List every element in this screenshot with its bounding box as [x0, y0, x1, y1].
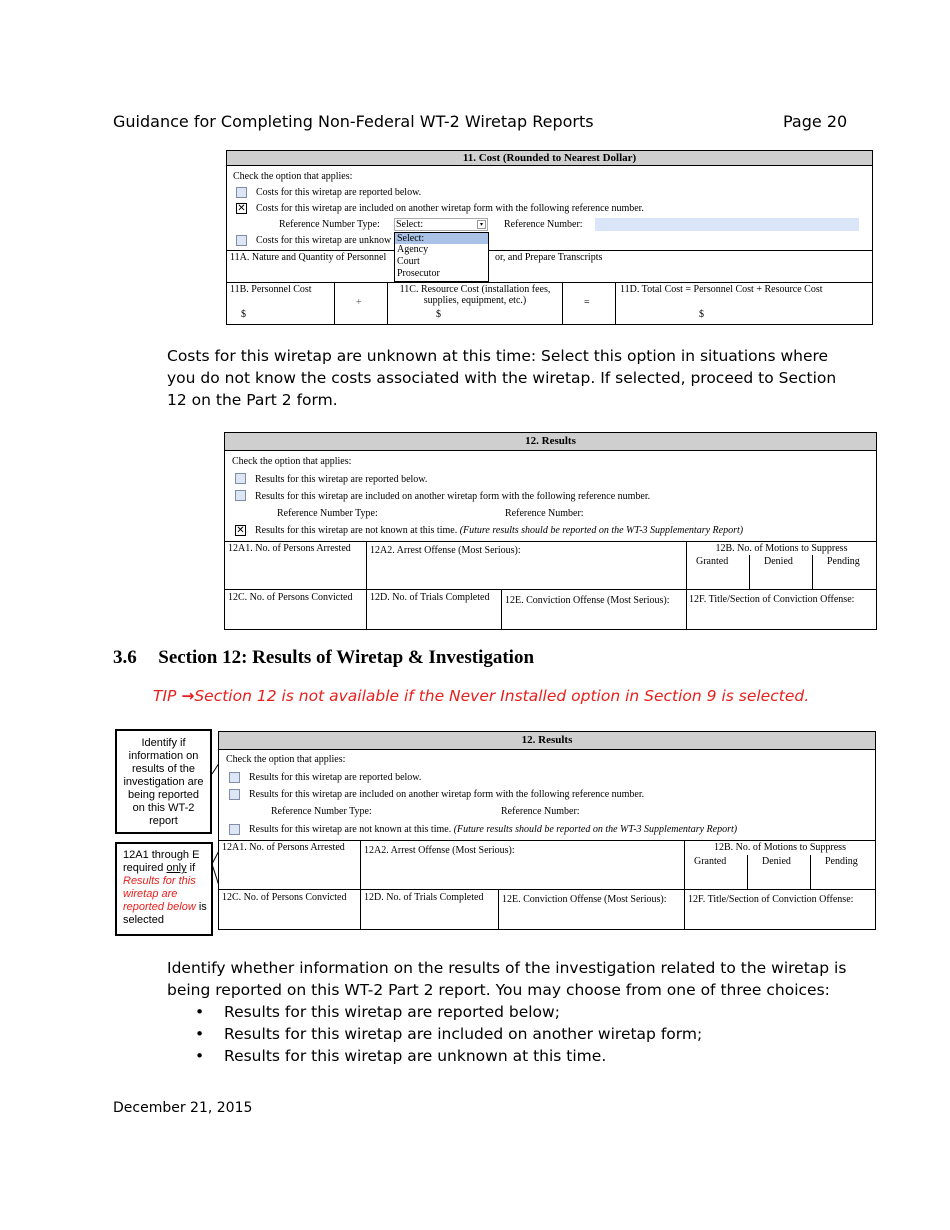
results-other-form-checkbox[interactable]	[235, 490, 246, 501]
results-other-form-label: Results for this wiretap are included on another wiretap form with the following reference number.	[249, 789, 645, 800]
chevron-down-icon[interactable]: ▾	[477, 220, 486, 229]
arrow-right-icon: →	[181, 687, 195, 705]
field-12e-label: 12E. Conviction Offense (Most Serious):	[502, 894, 667, 905]
bullet-icon: •	[195, 1025, 205, 1043]
cost-ref-type-label: Reference Number Type:	[279, 219, 380, 230]
results-other-form-label: Results for this wiretap are included on another wiretap form with the following reference number.	[255, 491, 651, 502]
field-12d-label: 12D. No. of Trials Completed	[370, 592, 490, 603]
results-check-label: Check the option that applies:	[232, 456, 352, 467]
bullet-icon: •	[195, 1047, 205, 1065]
granted-label: Granted	[696, 556, 729, 567]
results-reported-label: Results for this wiretap are reported below.	[249, 772, 422, 783]
note-red-text: Results for this wiretap are reported below	[123, 875, 196, 913]
list-item	[195, 1001, 702, 1023]
results-reported-checkbox[interactable]	[235, 473, 246, 484]
section-title: Section 12: Results of Wiretap & Investigation	[158, 647, 535, 668]
divider	[615, 282, 616, 325]
cost-reported-label: Costs for this wiretap are reported below.	[256, 187, 422, 198]
bullet-text: Results for this wiretap are unknown at this time.	[224, 1047, 607, 1065]
document-header-title: Guidance for Completing Non-Federal WT-2 Wiretap Reports	[113, 112, 594, 131]
divider	[749, 555, 750, 589]
results-unknown-note: (Future results should be reported on the WT-3 Supplementary Report)	[453, 824, 738, 835]
results-unknown-checkbox[interactable]: ✕	[236, 525, 245, 536]
divider	[812, 555, 813, 589]
results-unknown-label: Results for this wiretap are not known at this time.	[255, 525, 458, 536]
divider	[387, 282, 388, 325]
dropdown-option-prosecutor[interactable]: Prosecutor	[397, 268, 440, 279]
pending-label: Pending	[827, 556, 860, 567]
note-if-text: if	[186, 862, 196, 874]
divider	[498, 889, 499, 930]
results-form-example-2	[218, 731, 876, 930]
cost-form-title: 11. Cost (Rounded to Nearest Dollar)	[227, 151, 872, 166]
section-number: 3.6	[113, 647, 137, 668]
tip-label: TIP	[153, 687, 177, 705]
list-item	[195, 1045, 702, 1067]
ref-type-dropdown-list[interactable]	[394, 232, 489, 282]
divider	[366, 541, 367, 630]
field-11b-label: 11B. Personnel Cost	[230, 284, 312, 295]
results-ref-number-label: Reference Number:	[505, 508, 584, 519]
denied-label: Denied	[764, 556, 793, 567]
resource-cost-dollar: $	[436, 309, 441, 320]
page-number: Page 20	[783, 112, 848, 131]
cost-ref-number-input[interactable]	[595, 218, 859, 231]
cost-other-form-label: Costs for this wiretap are included on another wiretap form with the following reference number.	[256, 203, 644, 214]
divider	[810, 855, 811, 889]
cost-form-section-11	[226, 150, 873, 325]
cost-other-form-checkbox[interactable]: ✕	[237, 203, 246, 214]
divider	[747, 855, 748, 889]
results-ref-number-label: Reference Number:	[501, 806, 580, 817]
field-12e-label: 12E. Conviction Offense (Most Serious):	[505, 595, 670, 606]
footer-date: December 21, 2015	[113, 1100, 253, 1116]
results-explanation: Identify whether information on the results of the investigation related to the wiretap is being reported on this WT-2 Part 2 report. You may choose from one of three choices:	[167, 959, 847, 999]
divider	[686, 541, 687, 630]
cost-check-label: Check the option that applies:	[233, 171, 353, 182]
dropdown-option-agency[interactable]: Agency	[397, 244, 429, 255]
results-unknown-note: (Future results should be reported on the WT-3 Supplementary Report)	[459, 525, 744, 536]
field-12b-label: 12B. No. of Motions to Suppress	[715, 543, 848, 554]
note-only-text: only	[166, 862, 187, 874]
cost-unknown-label: Costs for this wiretap are unknow	[256, 235, 392, 246]
results-reported-checkbox[interactable]	[229, 772, 240, 783]
dropdown-option-select[interactable]: Select:	[395, 233, 488, 244]
divider	[227, 282, 872, 283]
field-12c-label: 12C. No. of Persons Convicted	[222, 892, 347, 903]
bullet-icon: •	[195, 1003, 205, 1021]
note-selected-text: is selected	[123, 901, 207, 926]
field-11a-label-end: or, and Prepare Transcripts	[495, 252, 603, 263]
divider	[225, 541, 876, 542]
results-other-form-checkbox[interactable]	[229, 789, 240, 800]
bullet-text: Results for this wiretap are included on another wiretap form;	[224, 1025, 703, 1043]
divider	[684, 840, 685, 930]
cost-unknown-checkbox[interactable]	[236, 235, 247, 246]
results-reported-label: Results for this wiretap are reported below.	[255, 474, 428, 485]
granted-label: Granted	[694, 856, 727, 867]
field-11d-label: 11D. Total Cost = Personnel Cost + Resource Cost	[620, 284, 823, 295]
field-12f-label: 12F. Title/Section of Conviction Offense:	[688, 894, 854, 905]
divider	[334, 282, 335, 325]
results-unknown-row	[255, 525, 743, 536]
divider	[360, 840, 361, 930]
cost-reported-checkbox[interactable]	[236, 187, 247, 198]
field-12c-label: 12C. No. of Persons Convicted	[228, 592, 353, 603]
total-cost-dollar: $	[699, 309, 704, 320]
field-12a1-label: 12A1. No. of Persons Arrested	[222, 842, 345, 853]
callout-note-required	[115, 842, 213, 936]
field-12b-label: 12B. No. of Motions to Suppress	[714, 842, 846, 853]
field-12a1-label: 12A1. No. of Persons Arrested	[228, 543, 351, 554]
divider	[225, 589, 876, 590]
equals-sign: =	[584, 297, 590, 308]
divider	[501, 589, 502, 630]
field-11a-label: 11A. Nature and Quantity of Personnel	[230, 252, 387, 263]
divider	[562, 282, 563, 325]
results-form-example-1	[224, 432, 877, 630]
field-12a2-label: 12A2. Arrest Offense (Most Serious):	[364, 845, 515, 856]
callout-note-identify: Identify if information on results of the investigation are being reported on this WT-2 report	[115, 729, 212, 834]
results-form-title: 12. Results	[225, 433, 876, 451]
tip-text: Section 12 is not available if the Never Installed option in Section 9 is selected.	[194, 687, 810, 705]
divider	[219, 889, 875, 890]
bullet-list	[195, 1001, 702, 1067]
field-11c-label: 11C. Resource Cost (installation fees, supplies, equipment, etc.)	[399, 284, 551, 306]
section-heading	[113, 647, 534, 669]
results-ref-type-label: Reference Number Type:	[277, 508, 378, 519]
bullet-text: Results for this wiretap are reported below;	[224, 1003, 560, 1021]
note-required-text: 12A1 through E required	[123, 849, 200, 874]
dropdown-option-court[interactable]: Court	[397, 256, 420, 267]
results-ref-type-label: Reference Number Type:	[271, 806, 372, 817]
divider	[227, 250, 872, 251]
plus-sign: +	[356, 297, 362, 308]
divider	[219, 840, 875, 841]
personnel-cost-dollar: $	[241, 309, 246, 320]
results-form-title: 12. Results	[219, 732, 875, 750]
results-check-label: Check the option that applies:	[226, 754, 346, 765]
cost-ref-type-select[interactable]	[394, 218, 488, 231]
cost-ref-type-value: Select:	[396, 219, 424, 230]
list-item	[195, 1023, 702, 1045]
denied-label: Denied	[762, 856, 791, 867]
results-unknown-row	[249, 824, 737, 835]
results-unknown-checkbox[interactable]	[229, 824, 240, 835]
field-12a2-label: 12A2. Arrest Offense (Most Serious):	[370, 545, 521, 556]
field-12d-label: 12D. No. of Trials Completed	[364, 892, 484, 903]
results-unknown-label: Results for this wiretap are not known at this time.	[249, 824, 452, 835]
tip-line	[153, 687, 809, 705]
cost-unknown-explanation: Costs for this wiretap are unknown at this time: Select this option in situations where you do not know the costs associated with the wiretap. If selected, proceed to Section 12 on the Part 2 form.	[167, 347, 837, 409]
cost-ref-number-label: Reference Number:	[504, 219, 583, 230]
field-12f-label: 12F. Title/Section of Conviction Offense:	[689, 594, 855, 605]
pending-label: Pending	[825, 856, 858, 867]
